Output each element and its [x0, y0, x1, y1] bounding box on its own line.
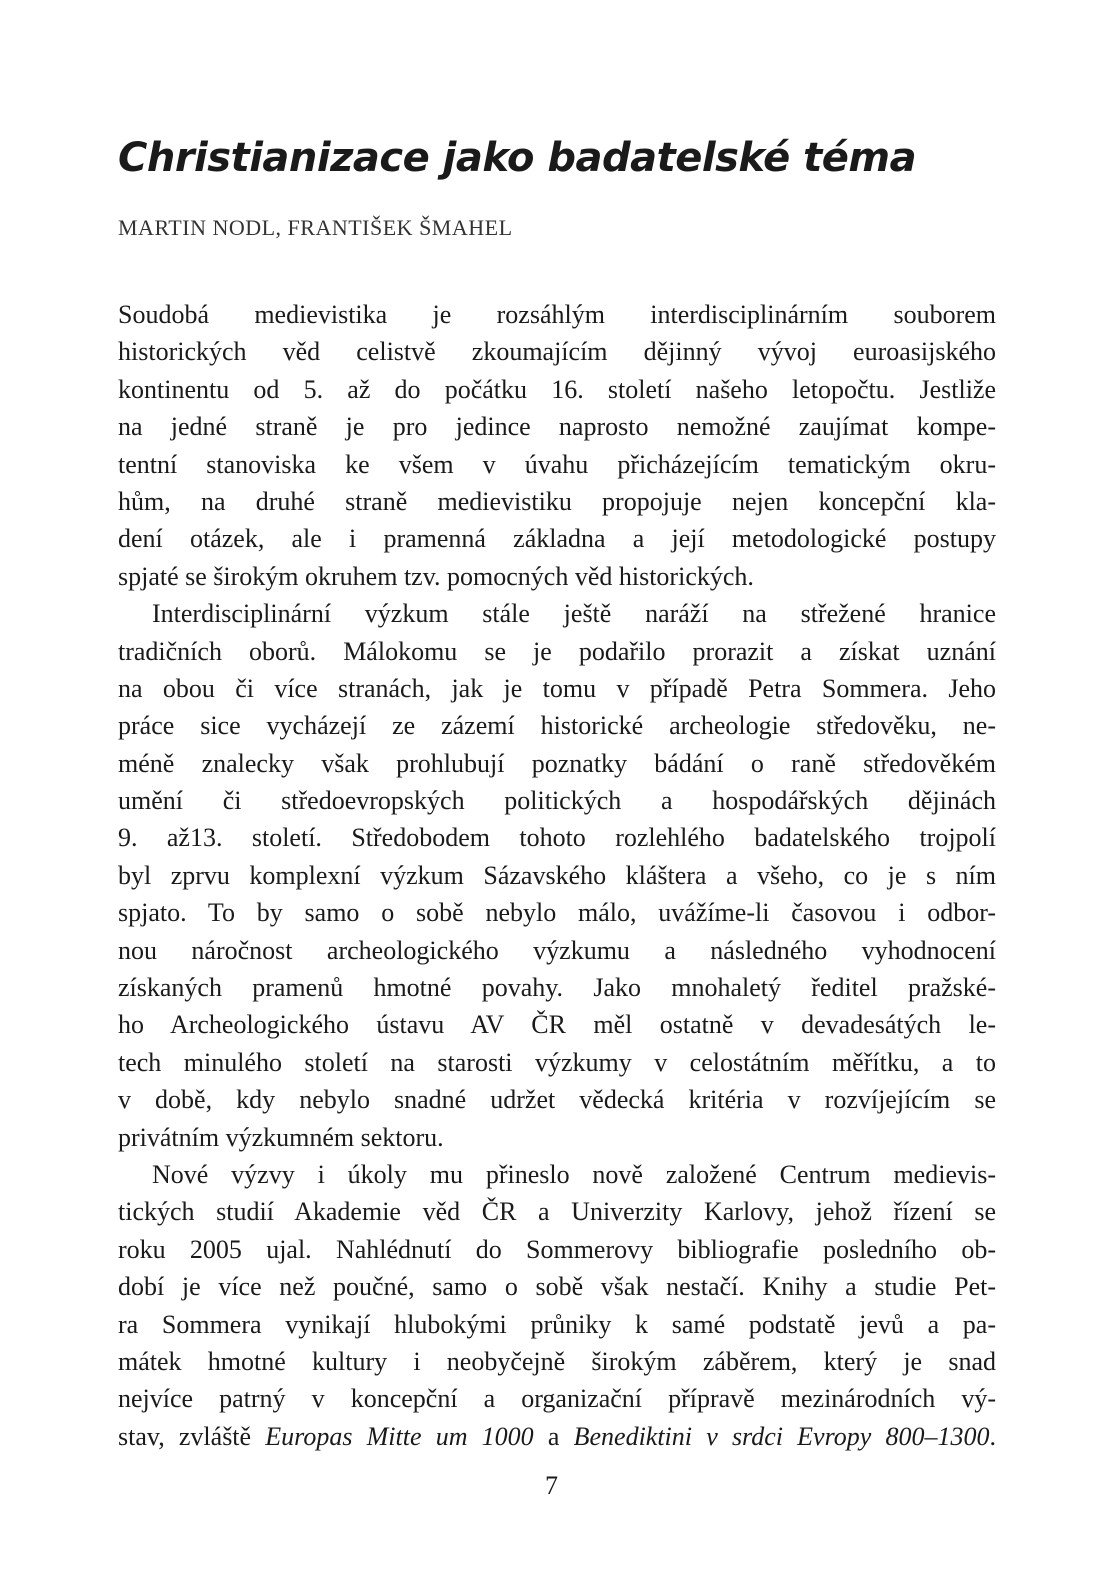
text-line: kontinentu od 5. až do počátku 16. století našeho letopočtu. Jestliže [118, 374, 996, 404]
text-line: méně znalecky však prohlubují poznatky bádání o raně středověkém [118, 748, 996, 778]
text-line: Interdisciplinární výzkum stále ještě naráží na střežené hranice [152, 599, 996, 629]
chapter-title: Christianizace jako badatelské téma [118, 135, 917, 181]
text-line: spjaté se širokým okruhem tzv. pomocných věd historických. [118, 561, 754, 591]
text-line: nejvíce patrný v koncepční a organizační přípravě mezinárodních vý- [118, 1384, 996, 1414]
chapter-authors: MARTIN NODL, FRANTIŠEK ŠMAHEL [118, 215, 513, 240]
text-line: dení otázek, ale i pramenná základna a její metodologické postupy [118, 524, 996, 554]
paragraph-2 [118, 595, 996, 1156]
text-line: hům, na druhé straně medievistiku propojuje nejen koncepční kla- [118, 486, 996, 516]
text-line: umění či středoevropských politických a hospodářských dějinách [118, 786, 996, 816]
text-line: roku 2005 ujal. Nahlédnutí do Sommerovy bibliografie posledního ob- [118, 1234, 996, 1264]
text-line: byl zprvu komplexní výzkum Sázavského kláštera a všeho, co je s ním [118, 860, 996, 890]
text-line: na obou či více stranách, jak je tomu v případě Petra Sommera. Jeho [118, 673, 996, 703]
text-line: Nové výzvy i úkoly mu přineslo nově založené Centrum medievis- [152, 1159, 996, 1189]
text-line: získaných pramenů hmotné povahy. Jako mnohaletý ředitel pražské- [118, 973, 996, 1003]
text-run: a [533, 1421, 574, 1451]
text-line: tických studií Akademie věd ČR a Univerzity Karlovy, jehož řízení se [118, 1197, 996, 1227]
text-line: na jedné straně je pro jedince naprosto nemožné zaujímat kompe- [118, 412, 996, 442]
italic-title: Benediktini v srdci Evropy 800–1300 [573, 1421, 990, 1451]
italic-title: Europas Mitte um 1000 [265, 1421, 534, 1451]
text-line: ho Archeologického ústavu AV ČR měl ostatně v devadesátých le- [118, 1010, 996, 1040]
text-line: tentní stanoviska ke všem v úvahu přicházejícím tematickým okru- [118, 449, 996, 479]
text-line: práce sice vycházejí ze zázemí historické archeologie středověku, ne- [118, 711, 996, 741]
text-line-final [118, 1418, 996, 1455]
text-run: . [989, 1421, 996, 1451]
text-line: mátek hmotné kultury i neobyčejně širokým záběrem, který je snad [118, 1346, 996, 1376]
text-line: ra Sommera vynikají hlubokými průniky k samé podstatě jevů a pa- [118, 1309, 996, 1339]
page-number: 7 [545, 1471, 558, 1500]
text-line: tech minulého století na starosti výzkumy v celostátním měřítku, a to [118, 1047, 996, 1077]
text-line: Soudobá medievistika je rozsáhlým interdisciplinárním souborem [118, 300, 996, 329]
body-text [118, 296, 996, 1455]
text-line: historických věd celistvě zkoumajícím dějinný vývoj euroasijského [118, 337, 996, 367]
text-line: spjato. To by samo o sobě nebylo málo, uvážíme-li časovou i odbor- [118, 898, 996, 928]
paragraph-1 [118, 296, 996, 595]
text-line: v době, kdy nebylo snadné udržet vědecká kritéria v rozvíjejícím se [118, 1085, 996, 1115]
text-line: tradičních oborů. Málokomu se je podařilo prorazit a získat uznání [118, 636, 996, 666]
text-line: dobí je více než poučné, samo o sobě však nestačí. Knihy a studie Pet- [118, 1272, 996, 1302]
text-run: stav, zvláště [118, 1421, 266, 1451]
paragraph-3 [118, 1156, 996, 1455]
text-line: privátním výzkumném sektoru. [118, 1122, 444, 1152]
text-line: 9. až13. století. Středobodem tohoto rozlehlého badatelského trojpolí [118, 823, 996, 853]
text-line: nou náročnost archeologického výzkumu a následného vyhodnocení [118, 935, 996, 965]
